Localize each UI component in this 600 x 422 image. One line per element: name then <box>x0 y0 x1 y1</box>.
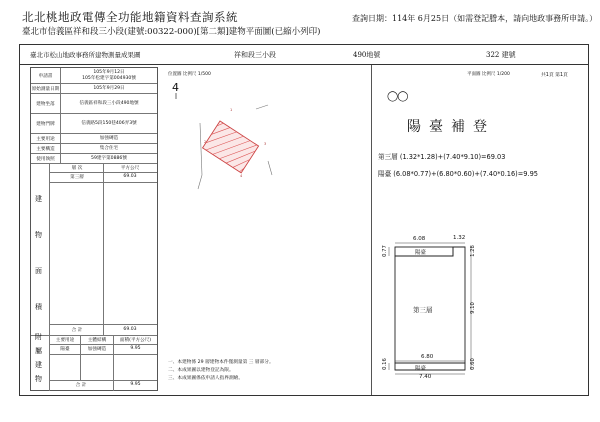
annex-row-structure: 加強磚造 <box>87 347 107 352</box>
area-formula-balcony: 陽臺 (6.08*0.77)+(6.80*0.60)+(7.40*0.16)=9.95 <box>378 170 538 178</box>
floor-label: 第三層 <box>413 306 433 314</box>
plan-heading: 陽臺補登 <box>407 119 495 135</box>
side-label-char: 建 <box>35 195 42 203</box>
notes <box>168 359 274 383</box>
row-label: 主要構造 <box>31 144 61 153</box>
annex-side-char: 物 <box>35 375 42 383</box>
bottom-balcony-label: 陽臺 <box>415 366 427 372</box>
annex-side-char: 屬 <box>35 347 42 355</box>
floor-plan-panel <box>373 65 589 395</box>
svg-text:1: 1 <box>230 108 233 112</box>
floor-plan <box>383 235 503 385</box>
dim-680: 6.80 <box>421 354 434 360</box>
row-label: 建物門牌 <box>31 114 61 133</box>
side-label-char: 物 <box>35 231 42 239</box>
svg-text:4: 4 <box>240 174 243 178</box>
annex-total-label: 合 計 <box>75 383 87 388</box>
dim-128: 1.28 <box>469 245 476 257</box>
building-number: 322 建號 <box>486 51 516 59</box>
note-line: 一、本建物係 29 層建物本件僅測量第 三 層部分。 <box>168 360 274 365</box>
side-label-char: 面 <box>35 267 42 275</box>
svg-text:3: 3 <box>264 142 267 146</box>
annex-header-use: 主要用途 <box>55 338 75 343</box>
north-number: 4 <box>172 81 179 94</box>
dim-016: 0.16 <box>381 358 388 370</box>
table-row <box>31 94 157 114</box>
table-row <box>31 68 157 84</box>
area-row-value: 69.03 <box>123 174 137 179</box>
table-row <box>31 154 157 164</box>
row-label: 原始測量日期 <box>31 84 61 93</box>
area-total-value: 69.03 <box>123 327 137 332</box>
office-title: 臺北市松山地政事務所建物測量成果圖 <box>30 51 141 59</box>
row-label: 主要用途 <box>31 134 61 143</box>
dim-132: 1.32 <box>453 235 466 241</box>
building-area-section <box>31 164 157 336</box>
query-date: 查詢日期：114年 6月25日（如需登記謄本，請向地政事務所申請。） <box>352 14 598 23</box>
table-row <box>31 84 157 94</box>
row-value: 59建字第0886號 <box>91 155 127 161</box>
table-row <box>31 144 157 154</box>
table-row <box>31 134 157 144</box>
location-scale: 位置圖 比例尺 1/500 <box>168 72 211 77</box>
annex-header-structure: 主體結構 <box>87 338 107 343</box>
page-count: 共1頁 第1頁 <box>541 73 568 78</box>
dim-077: 0.77 <box>381 245 388 257</box>
building-info-table <box>30 67 158 391</box>
lot-number: 490地號 <box>353 51 381 59</box>
area-header-unit: 平方公尺 <box>120 166 140 171</box>
row-value: 信義路5段150巷406弄3號 <box>81 120 137 126</box>
dim-060: 0.60 <box>469 358 476 370</box>
area-row-name: 第三層 <box>70 175 84 180</box>
table-row <box>31 114 157 134</box>
floor-plan-outline <box>383 235 503 385</box>
annex-row-use: 陽臺 <box>60 347 70 352</box>
page-title: 北北桃地政電傳全功能地籍資料查詢系統 <box>22 10 238 24</box>
area-formula-main: 第三層 (1.32*1.28)+(7.40*9.10)=69.03 <box>378 153 506 161</box>
dim-740: 7.40 <box>419 374 432 380</box>
row-label: 建物坐落 <box>31 94 61 113</box>
row-value: 加強磚造 <box>99 135 119 141</box>
survey-sheet <box>19 44 589 396</box>
plan-scale: 平面圖 比例尺 1/200 <box>467 72 510 77</box>
row-label: 申請書 <box>31 68 61 83</box>
annex-header-area: 面積(平方公尺) <box>119 338 152 343</box>
row-label: 使用執照 <box>31 154 61 163</box>
note-line: 三、本成果圖係依申請人指界測繪。 <box>168 376 244 381</box>
note-line: 二、本成果圖以建物登記為限。 <box>168 368 234 373</box>
sheet-title-row <box>20 45 588 65</box>
row-value: 105年9月29日 <box>93 85 125 91</box>
row-value: 105年9月12日 105年松建字第004930號 <box>82 69 136 81</box>
area-header-name: 層 次 <box>71 166 83 171</box>
circle-marks: ◯◯ <box>387 91 408 102</box>
location-map-panel <box>160 65 372 395</box>
row-value: 集合住宅 <box>99 145 119 151</box>
annex-section <box>31 333 157 391</box>
top-balcony-label: 陽臺 <box>415 250 427 256</box>
dim-910: 9.10 <box>469 302 476 314</box>
page-subtitle: 臺北市信義區祥和段三小段(建號:00322-000)[第二類]建物平面圖(已縮小列印) <box>22 27 321 37</box>
section-name: 祥和段三小段 <box>234 51 276 59</box>
area-total-label: 合 計 <box>71 328 83 333</box>
dim-608: 6.08 <box>413 236 426 242</box>
row-value: 信義區祥和段三小段490地號 <box>79 100 139 106</box>
annex-side-char: 附 <box>35 333 42 341</box>
location-map-drawing <box>160 65 372 395</box>
annex-total-value: 9.95 <box>130 382 141 387</box>
side-label-char: 積 <box>35 303 42 311</box>
svg-text:2: 2 <box>204 140 207 144</box>
annex-row-area: 9.95 <box>130 346 141 351</box>
annex-side-char: 建 <box>35 361 42 369</box>
